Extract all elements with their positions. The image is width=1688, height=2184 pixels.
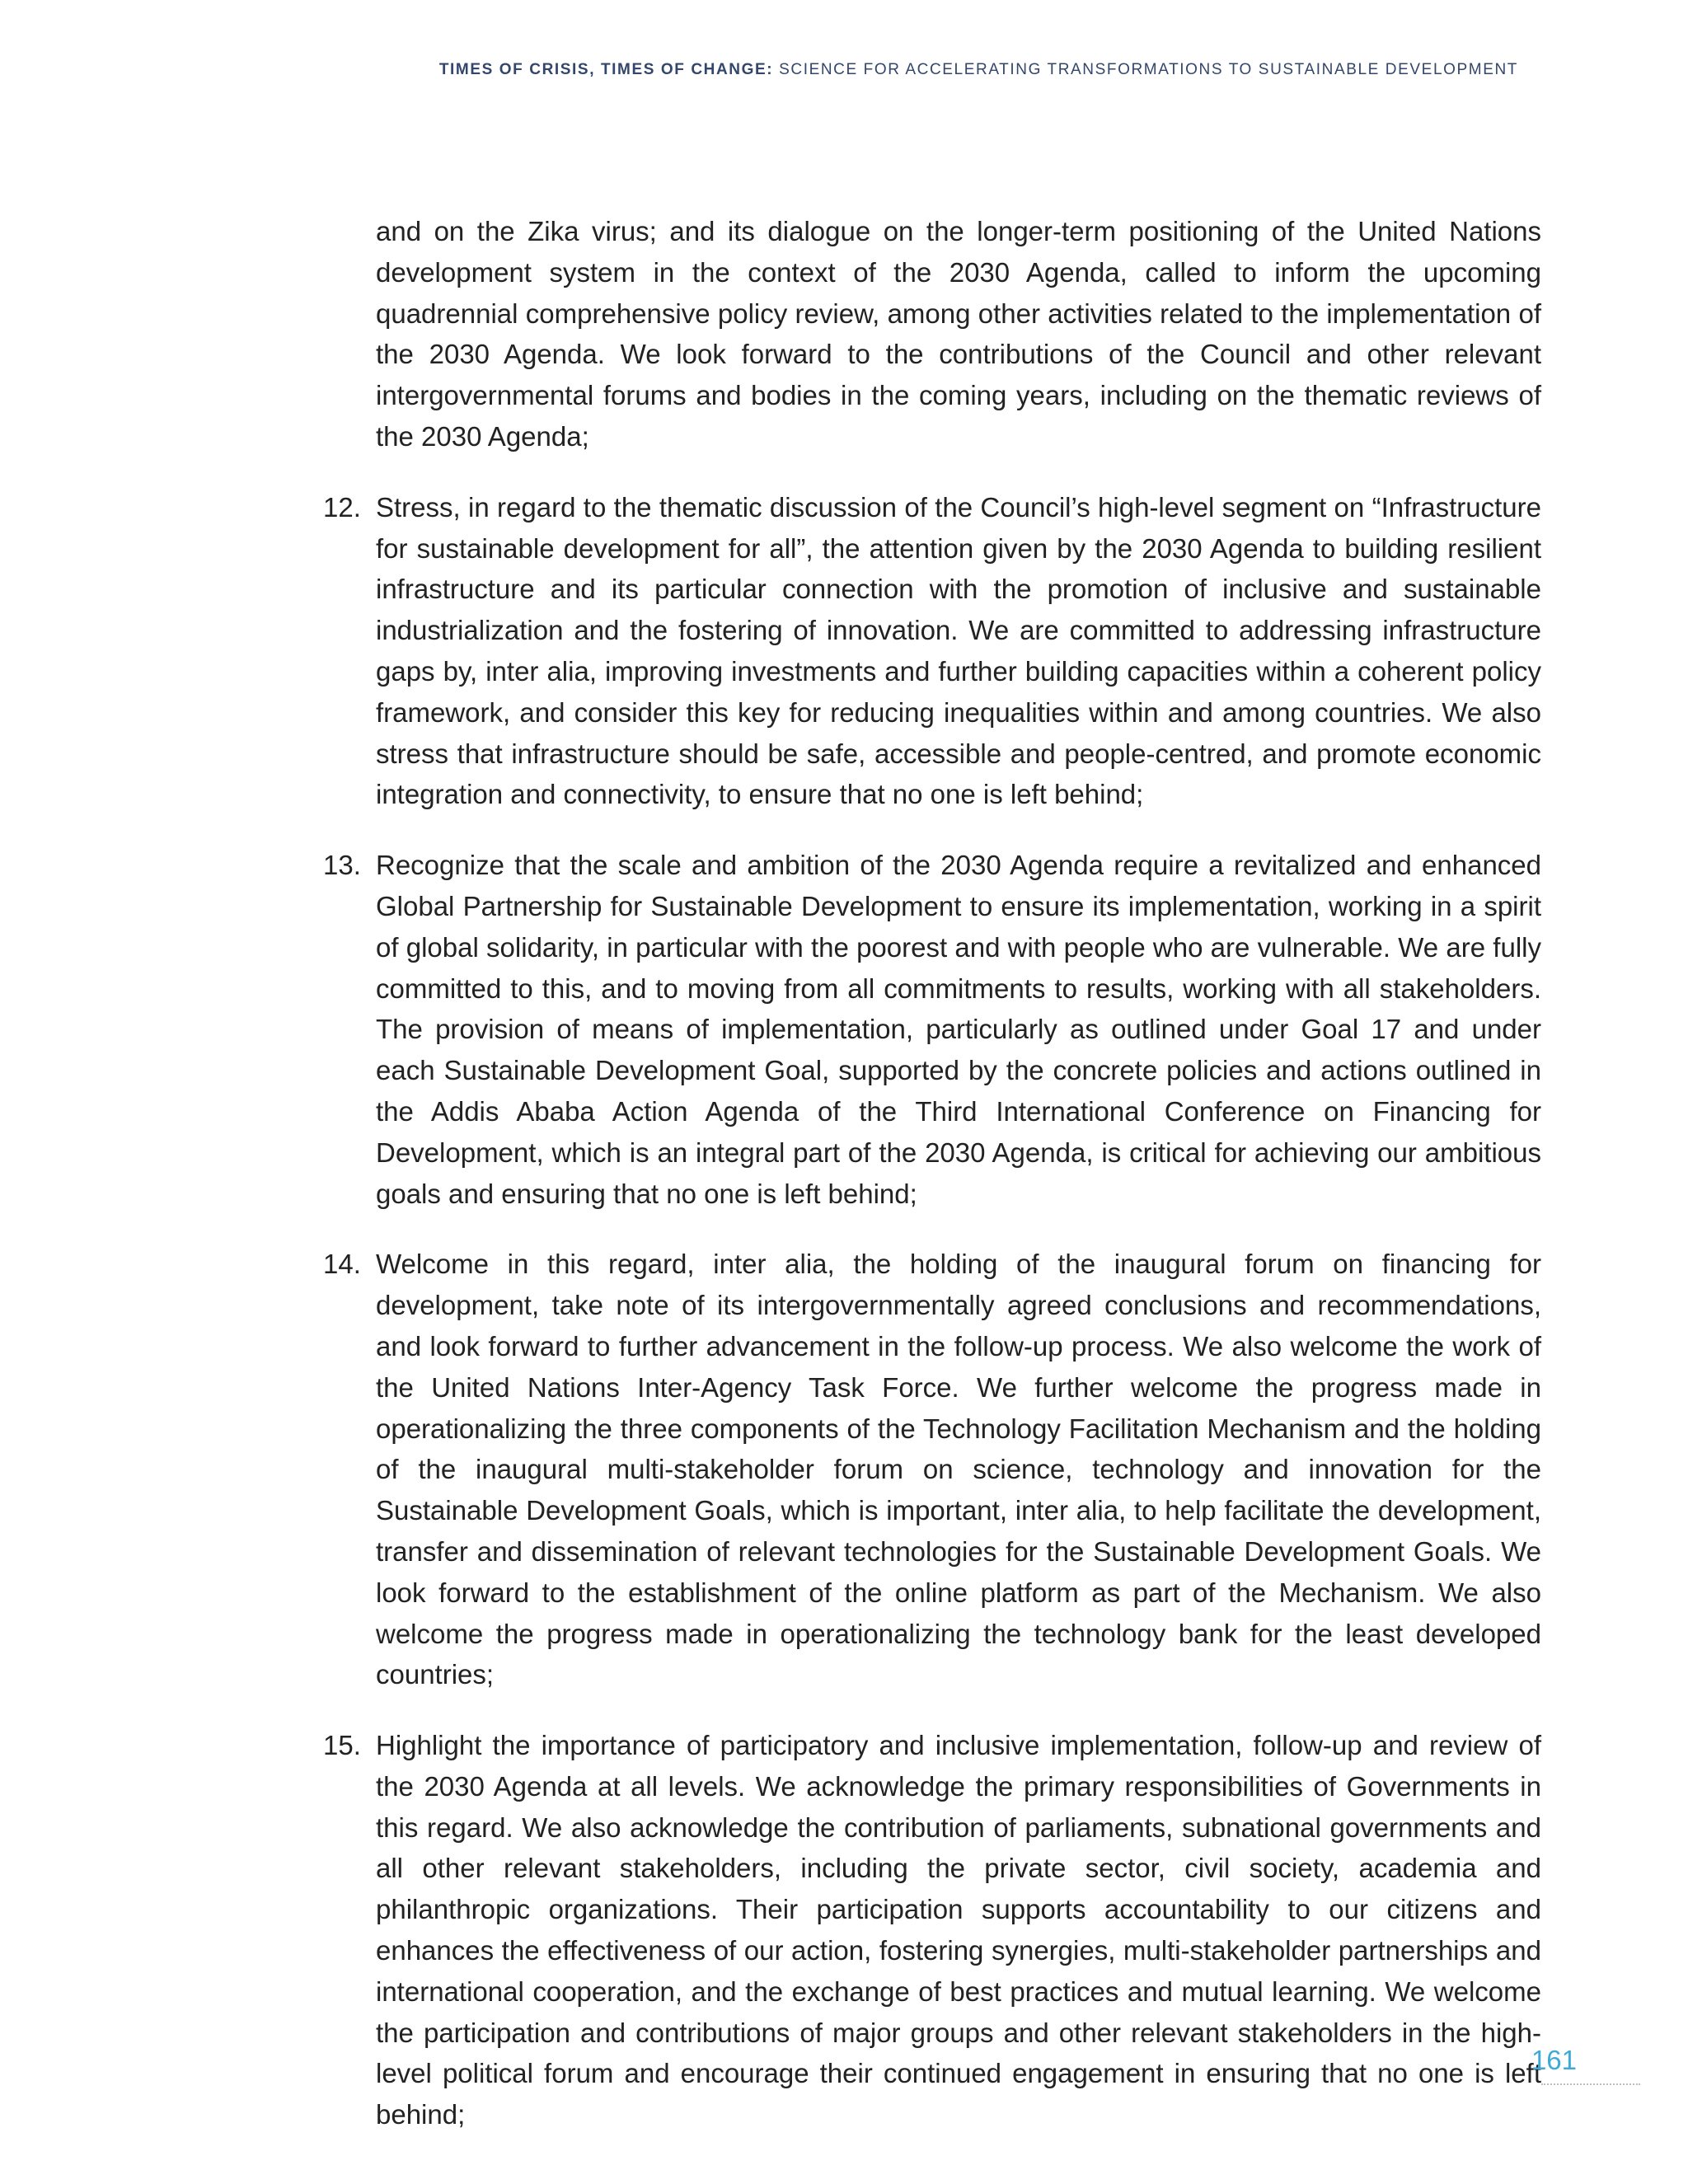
running-header-subtitle: SCIENCE FOR ACCELERATING TRANSFORMATIONS TO SUSTAINABLE DEVELOPMENT: [773, 61, 1518, 78]
paragraph-text: and on the Zika virus; and its dialogue on the longer-term positioning of the United Nations development system in the context of the 2030 Agenda, called to inform the upcoming quadrennial comprehensive policy review, among other activities related to the implementation of the 2030 Agenda. We look forward to the contributions of the Council and other relevant intergovernmental forums and bodies in the coming years, including on the thematic reviews of the 2030 Agenda;: [376, 216, 1541, 452]
page-number: 161: [1531, 2045, 1577, 2075]
paragraph-number: 14.: [323, 1249, 361, 1280]
paragraph-number: 15.: [323, 1730, 361, 1761]
paragraph-number: 13.: [323, 850, 361, 881]
paragraph-12: [323, 487, 1541, 815]
paragraph-text: Highlight the importance of participatory and inclusive implementation, follow-up and review of the 2030 Agenda at all levels. We acknowledge the primary responsibilities of Governments in this regard. We also acknowledge the contribution of parliaments, subnational governments and all other relevant stakeholders, including the private sector, civil society, academia and philanthropic organizations. Their participation supports accountability to our citizens and enhances the effectiveness of our action, fostering synergies, multi-stakeholder partnerships and international cooperation, and the exchange of best practices and mutual learning. We welcome the participation and contributions of major groups and other relevant stakeholders in the high-level political forum and encourage their continued engagement in ensuring that no one is left behind;: [376, 1730, 1541, 2130]
page-number-divider: [1541, 2083, 1640, 2085]
paragraph-number: 12.: [323, 491, 361, 523]
running-header-title: TIMES OF CRISIS, TIMES OF CHANGE:: [438, 61, 774, 78]
paragraph-text: Welcome in this regard, inter alia, the holding of the inaugural forum on financing for development, take note of its intergovernmentally agreed conclusions and recommendations, and look forward to further advancement in the follow-up process. We also welcome the work of the United Nations Inter-Agency Task Force. We further welcome the progress made in operationalizing the three components of the Technology Facilitation Mechanism and the holding of the inaugural multi-stakeholder forum on science, technology and innovation for the Sustainable Development Goals, which is important, inter alia, to help facilitate the development, transfer and dissemination of relevant technologies for the Sustainable Development Goals. We look forward to the establishment of the online platform as part of the Mechanism. We also welcome the progress made in operationalizing the technology bank for the least developed countries;: [376, 1249, 1541, 1690]
paragraph-text: Stress, in regard to the thematic discussion of the Council’s high-level segment on “Infrastructure for sustainable development for all”, the attention given by the 2030 Agenda to building resilient infrastructure and its particular connection with the promotion of inclusive and sustainable industrialization and the fostering of innovation. We are committed to addressing infrastructure gaps by, inter alia, improving investments and further building capacities within a coherent policy framework, and consider this key for reducing inequalities within and among countries. We also stress that infrastructure should be safe, accessible and people-centred, and promote economic integration and connectivity, to ensure that no one is left behind;: [376, 491, 1541, 810]
running-header: [0, 61, 1518, 79]
paragraph-13: [323, 845, 1541, 1214]
paragraph-text: Recognize that the scale and ambition of the 2030 Agenda require a revitalized and enhanced Global Partnership for Sustainable Development to ensure its implementation, working in a spirit of global solidarity, in particular with the poorest and with people who are vulnerable. We are fully committed to this, and to moving from all commitments to results, working with all stakeholders. The provision of means of implementation, particularly as outlined under Goal 17 and under each Sustainable Development Goal, supported by the concrete policies and actions outlined in the Addis Ababa Action Agenda of the Third International Conference on Financing for Development, which is an integral part of the 2030 Agenda, is critical for achieving our ambitious goals and ensuring that no one is left behind;: [376, 850, 1541, 1209]
paragraph-continued: [376, 211, 1541, 457]
paragraph-14: [323, 1244, 1541, 1695]
document-body: [323, 211, 1541, 2165]
paragraph-15: [323, 1725, 1541, 2135]
